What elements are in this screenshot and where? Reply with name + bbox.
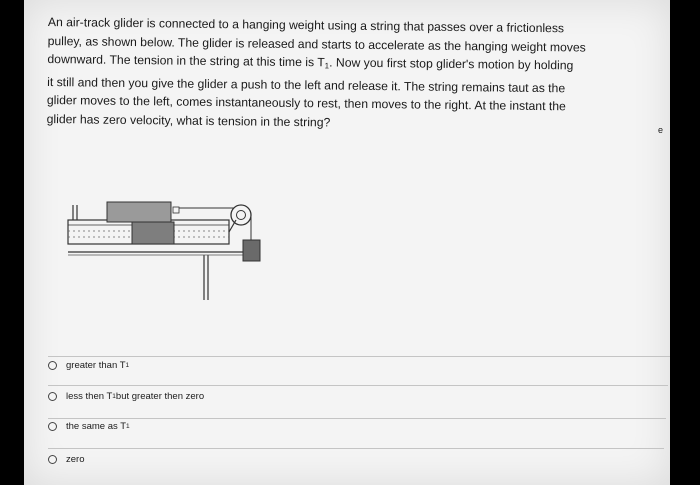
string-hook: [173, 207, 179, 213]
glider-top: [107, 202, 171, 222]
glider-body: [132, 222, 174, 244]
subscript: 1: [112, 392, 116, 400]
divider: [48, 448, 664, 449]
hanging-weight: [243, 240, 260, 261]
question-line: . Now you first stop glider's motion by holding: [329, 55, 574, 73]
option-less-than[interactable]: [48, 388, 204, 404]
radio-button[interactable]: [48, 361, 57, 370]
radio-button[interactable]: [48, 422, 57, 431]
question-line: glider has zero velocity, what is tension in the string?: [46, 111, 331, 130]
option-label: less then T: [66, 390, 113, 402]
question-line: pulley, as shown below. The glider is released and starts to accelerate as the hanging weight moves: [47, 33, 586, 55]
subscript: 1: [126, 422, 130, 430]
page-sheet: [24, 0, 670, 485]
question-line: glider moves to the left, comes instantaneously to rest, then moves to the right. At the instant the: [46, 93, 566, 114]
question-text: [47, 13, 638, 136]
glider-pulley-diagram: [64, 195, 264, 307]
option-label: the same as T: [66, 420, 127, 432]
divider: [48, 418, 666, 419]
option-label-tail: but greater then zero: [115, 390, 205, 402]
option-label: greater than T: [66, 359, 126, 371]
option-same-as[interactable]: [48, 418, 130, 434]
pulley-axle: [237, 211, 246, 220]
radio-button[interactable]: [48, 392, 57, 401]
option-label: zero: [66, 453, 85, 465]
subscript: 1: [125, 361, 130, 369]
question-line: it still and then you give the glider a push to the left and release it. The string remains taut as the: [47, 74, 566, 96]
divider: [48, 356, 670, 357]
edge-mark: e: [658, 125, 664, 135]
divider: [48, 385, 668, 386]
subscript: 1: [324, 61, 330, 71]
pulley-bracket: [229, 220, 236, 232]
radio-button[interactable]: [48, 455, 57, 464]
question-line: An air-track glider is connected to a hanging weight using a string that passes over a frictionless: [47, 14, 565, 36]
option-zero[interactable]: [48, 451, 84, 467]
question-line: downward. The tension in the string at this time is T: [47, 52, 325, 70]
option-greater-than[interactable]: [48, 357, 129, 373]
